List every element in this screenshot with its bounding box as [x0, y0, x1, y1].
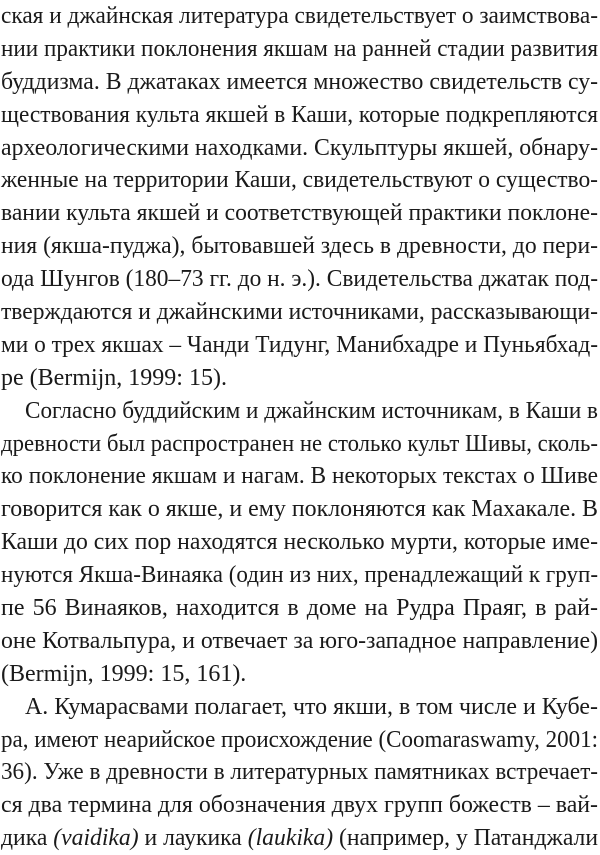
text-line: [1, 395, 598, 428]
text-line: [1, 33, 598, 66]
text-line: [1, 460, 598, 493]
text-segment: ра, имеют неарийское происхождение (Coomaraswamy, 2001:: [1, 726, 598, 753]
italic-term: (laukika): [247, 825, 334, 852]
text-line: [1, 724, 598, 757]
text-segment: ода Шунгов (180–73 гг. до н. э.). Свидетельства джатак под-: [1, 266, 598, 293]
text-segment: ния (якша-пуджа), бытовавшей здесь в древности, до пери-: [1, 233, 598, 260]
text-segment: ко поклонение якшам и нагам. В некоторых текстах о Шиве: [1, 463, 598, 490]
text-segment: археологическими находками. Скульптуры якшей, обнару-: [1, 134, 598, 161]
text-line: [1, 428, 598, 461]
text-segment: ся два термина для обозначения двух групп божеств – вай-: [1, 792, 598, 819]
text-line: [1, 164, 598, 197]
text-segment: ществования культа якшей в Каши, которые подкрепляются: [1, 101, 598, 128]
text-segment: Каши до сих пор находятся несколько мурти, которые име-: [1, 529, 598, 556]
text-segment: (Bermijn, 1999: 15, 161).: [1, 660, 247, 687]
text-line: [1, 197, 598, 230]
text-segment: Согласно буддийским и джайнским источникам, в Каши в: [25, 397, 598, 424]
text-line: [1, 789, 598, 822]
text-segment: оне Котвальпура, и отвечает за юго-западное направление): [1, 627, 598, 654]
text-segment: ская и джайнская литература свидетельствует о заимствова-: [1, 3, 598, 29]
text-line: [1, 691, 598, 724]
text-segment: А. Кумарасвами полагает, что якши, в том числе и Кубе-: [25, 693, 598, 720]
text-line: [1, 658, 598, 691]
text-line: [1, 493, 598, 526]
text-segment: (например, у Патанджали: [333, 825, 598, 852]
paragraph: [1, 691, 598, 855]
text-line: [1, 362, 598, 395]
text-line: [1, 329, 598, 362]
text-line: [1, 263, 598, 296]
text-line: [1, 66, 598, 99]
text-line: [1, 296, 598, 329]
text-segment: буддизма. В джатаках имеется множество свидетельств су-: [1, 68, 598, 95]
text-segment: вании культа якшей и соответствующей практики поклоне-: [1, 200, 598, 227]
text-segment: древности был распространен не столько культ Шивы, сколь-: [1, 430, 598, 457]
text-line: [1, 592, 598, 625]
text-segment: пе 56 Винаяков, находится в доме на Рудра Праяг, в рай-: [1, 595, 598, 622]
text-line: [1, 230, 598, 263]
text-segment: ре (Bermijn, 1999: 15).: [1, 364, 227, 391]
text-segment: 36). Уже в древности в литературных памятниках встречает-: [1, 759, 598, 786]
paragraph: [1, 395, 598, 691]
document-page: [1, 0, 598, 855]
text-segment: дика: [1, 825, 54, 852]
text-segment: и лаукика: [138, 825, 248, 852]
text-segment: говорится как о якше, и ему поклоняются как Махакале. В: [1, 496, 598, 523]
text-line: [1, 0, 598, 33]
text-line: [1, 99, 598, 132]
text-line: [1, 756, 598, 789]
text-segment: нуются Якша-Винаяка (один из них, пренадлежащий к груп-: [1, 562, 598, 589]
text-segment: нии практики поклонения якшам на ранней стадии развития: [1, 35, 598, 62]
paragraph: [1, 0, 598, 395]
text-line: [1, 559, 598, 592]
text-line: [1, 822, 598, 855]
text-line: [1, 132, 598, 165]
italic-term: (vaidika): [53, 825, 139, 852]
text-segment: тверждаются и джайнскими источниками, рассказывающи-: [1, 299, 598, 326]
text-line: [1, 526, 598, 559]
text-segment: женные на территории Каши, свидетельствуют о существо-: [1, 167, 598, 194]
text-segment: ми о трех якшах – Чанди Тидунг, Манибхадре и Пуньябхад-: [1, 331, 598, 358]
text-line: [1, 625, 598, 658]
